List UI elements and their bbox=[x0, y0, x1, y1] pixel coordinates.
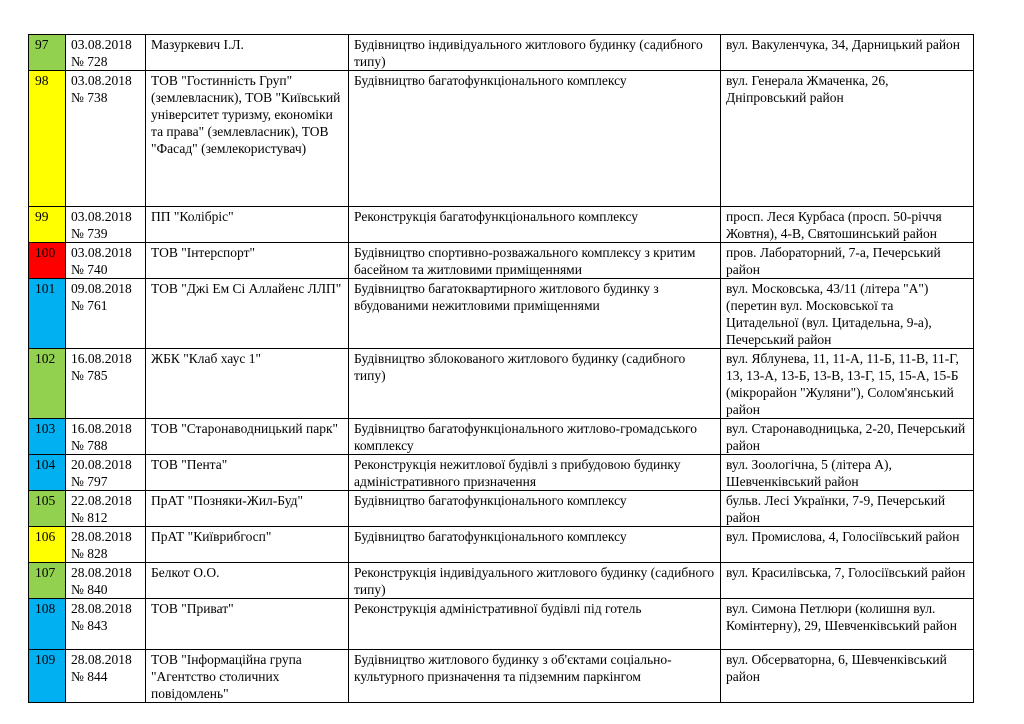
row-object-cell bbox=[349, 491, 721, 527]
row-address: вул. Промислова, 4, Голосіївський район bbox=[726, 529, 960, 544]
row-number: 105 bbox=[35, 493, 56, 508]
row-date-date: 20.08.2018 bbox=[71, 457, 132, 472]
row-address: вул. Яблунева, 11, 11-А, 11-Б, 11-В, 11-Г, 13, 13-А, 13-Б, 13-В, 13-Г, 15, 15-А, 15-Б (мікрорайон "Жуляни"), Солом'янський район bbox=[726, 351, 959, 417]
row-date-date: 09.08.2018 bbox=[71, 281, 132, 296]
row-object-cell bbox=[349, 243, 721, 279]
row-client-cell bbox=[146, 563, 349, 599]
row-object-cell bbox=[349, 207, 721, 243]
row-client-cell bbox=[146, 527, 349, 563]
row-number-cell bbox=[29, 419, 66, 455]
row-date-cell bbox=[66, 207, 146, 243]
row-object-cell bbox=[349, 35, 721, 71]
row-date-reg: № 843 bbox=[71, 618, 108, 633]
row-object: Будівництво спортивно-розважального комплексу з критим басейном та житловими приміщеннями bbox=[354, 245, 696, 277]
row-object-cell bbox=[349, 599, 721, 650]
row-number-cell bbox=[29, 279, 66, 349]
row-client-cell bbox=[146, 243, 349, 279]
row-number-cell bbox=[29, 527, 66, 563]
table-row bbox=[29, 419, 974, 455]
row-date-cell bbox=[66, 243, 146, 279]
row-object: Будівництво багатофункціонального комплексу bbox=[354, 493, 627, 508]
row-date-reg: № 728 bbox=[71, 54, 108, 69]
row-client: ПрАТ "Київрибгосп" bbox=[151, 529, 272, 544]
row-object: Реконструкція багатофункціонального комплексу bbox=[354, 209, 639, 224]
table-row bbox=[29, 207, 974, 243]
row-number-cell bbox=[29, 650, 66, 703]
table-row bbox=[29, 243, 974, 279]
row-address: вул. Зоологічна, 5 (літера А), Шевченківський район bbox=[726, 457, 892, 489]
row-date-cell bbox=[66, 455, 146, 491]
row-date-date: 03.08.2018 bbox=[71, 245, 132, 260]
table-row bbox=[29, 563, 974, 599]
row-date-reg: № 844 bbox=[71, 669, 108, 684]
row-client-cell bbox=[146, 599, 349, 650]
row-number: 109 bbox=[35, 652, 56, 667]
row-client: Мазуркевич І.Л. bbox=[151, 37, 244, 52]
row-number-cell bbox=[29, 35, 66, 71]
row-number-cell bbox=[29, 349, 66, 419]
row-date-reg: № 797 bbox=[71, 474, 108, 489]
row-address-cell bbox=[721, 71, 974, 207]
row-number: 101 bbox=[35, 281, 56, 296]
row-address-cell bbox=[721, 527, 974, 563]
row-object: Реконструкція адміністративної будівлі під готель bbox=[354, 601, 642, 616]
row-object-cell bbox=[349, 71, 721, 207]
row-object: Будівництво зблокованого житлового будинку (садибного типу) bbox=[354, 351, 686, 383]
row-address: вул. Старонаводницька, 2-20, Печерський район bbox=[726, 421, 966, 453]
row-object: Будівництво багатофункціонального житлово-громадського комплексу bbox=[354, 421, 697, 453]
row-date-reg: № 788 bbox=[71, 438, 108, 453]
row-date-date: 03.08.2018 bbox=[71, 37, 132, 52]
row-client-cell bbox=[146, 491, 349, 527]
row-date-cell bbox=[66, 491, 146, 527]
row-date-reg: № 840 bbox=[71, 582, 108, 597]
row-client-cell bbox=[146, 455, 349, 491]
row-address-cell bbox=[721, 35, 974, 71]
row-date-cell bbox=[66, 527, 146, 563]
table-row bbox=[29, 527, 974, 563]
row-date-date: 16.08.2018 bbox=[71, 421, 132, 436]
row-client: ПП "Колібріс" bbox=[151, 209, 234, 224]
row-object: Будівництво багатофункціонального комплексу bbox=[354, 73, 627, 88]
row-address-cell bbox=[721, 419, 974, 455]
row-object-cell bbox=[349, 455, 721, 491]
row-date-reg: № 812 bbox=[71, 510, 108, 525]
row-client-cell bbox=[146, 71, 349, 207]
row-date-date: 28.08.2018 bbox=[71, 601, 132, 616]
table-row bbox=[29, 349, 974, 419]
table-row bbox=[29, 71, 974, 207]
row-address-cell bbox=[721, 243, 974, 279]
row-date-cell bbox=[66, 349, 146, 419]
row-date-date: 28.08.2018 bbox=[71, 529, 132, 544]
row-object-cell bbox=[349, 650, 721, 703]
row-number: 104 bbox=[35, 457, 56, 472]
row-date-reg: № 761 bbox=[71, 298, 108, 313]
row-client-cell bbox=[146, 650, 349, 703]
row-object: Будівництво індивідуального житлового будинку (садибного типу) bbox=[354, 37, 703, 69]
row-date-date: 03.08.2018 bbox=[71, 209, 132, 224]
row-client: ТОВ "Інтерспорт" bbox=[151, 245, 256, 260]
row-client: Белкот О.О. bbox=[151, 565, 220, 580]
row-date-reg: № 738 bbox=[71, 90, 108, 105]
table-row bbox=[29, 491, 974, 527]
row-object-cell bbox=[349, 279, 721, 349]
row-date-date: 22.08.2018 bbox=[71, 493, 132, 508]
row-date-cell bbox=[66, 71, 146, 207]
row-address: вул. Красилівська, 7, Голосіївський район bbox=[726, 565, 966, 580]
table-row bbox=[29, 279, 974, 349]
row-object: Реконструкція індивідуального житлового будинку (садибного типу) bbox=[354, 565, 715, 597]
row-address-cell bbox=[721, 349, 974, 419]
row-date-reg: № 739 bbox=[71, 226, 108, 241]
row-address-cell bbox=[721, 491, 974, 527]
row-address: вул. Вакуленчука, 34, Дарницький район bbox=[726, 37, 961, 52]
row-object-cell bbox=[349, 419, 721, 455]
row-address: вул. Обсерваторна, 6, Шевченківський район bbox=[726, 652, 947, 684]
row-date-cell bbox=[66, 279, 146, 349]
row-client: ТОВ "Приват" bbox=[151, 601, 234, 616]
row-number-cell bbox=[29, 243, 66, 279]
row-client-cell bbox=[146, 349, 349, 419]
row-number-cell bbox=[29, 563, 66, 599]
row-object-cell bbox=[349, 527, 721, 563]
row-number: 97 bbox=[35, 37, 49, 52]
row-address: вул. Симона Петлюри (колишня вул. Комінтерну), 29, Шевченківський район bbox=[726, 601, 958, 633]
row-object: Будівництво житлового будинку з об'єктами соціально-культурного призначення та підземним паркінгом bbox=[354, 652, 672, 684]
row-client-cell bbox=[146, 35, 349, 71]
row-client: ПрАТ "Позняки-Жил-Буд" bbox=[151, 493, 303, 508]
row-date-cell bbox=[66, 563, 146, 599]
row-client-cell bbox=[146, 279, 349, 349]
row-date-date: 28.08.2018 bbox=[71, 565, 132, 580]
row-number: 100 bbox=[35, 245, 56, 260]
row-date-reg: № 828 bbox=[71, 546, 108, 561]
row-date-cell bbox=[66, 35, 146, 71]
row-number: 98 bbox=[35, 73, 49, 88]
row-object: Будівництво багатоквартирного житлового будинку з вбудованими нежитловими приміщеннями bbox=[354, 281, 659, 313]
row-number-cell bbox=[29, 207, 66, 243]
row-object: Реконструкція нежитлової будівлі з прибудовою будинку адміністративного призначення bbox=[354, 457, 681, 489]
row-client-cell bbox=[146, 419, 349, 455]
row-client: ТОВ "Інформаційна група "Агентство столичних повідомлень" bbox=[151, 652, 302, 701]
row-number-cell bbox=[29, 455, 66, 491]
row-address: бульв. Лесі Українки, 7-9, Печерський район bbox=[726, 493, 946, 525]
row-client-cell bbox=[146, 207, 349, 243]
row-number: 103 bbox=[35, 421, 56, 436]
row-number-cell bbox=[29, 491, 66, 527]
row-address: вул. Московська, 43/11 (літера "А") (перетин вул. Московської та Цитадельної (вул. Цитадельна, 9-а), Печерський район bbox=[726, 281, 932, 347]
row-object-cell bbox=[349, 563, 721, 599]
row-object: Будівництво багатофункціонального комплексу bbox=[354, 529, 627, 544]
row-address: вул. Генерала Жмаченка, 26, Дніпровський район bbox=[726, 73, 889, 105]
row-number-cell bbox=[29, 599, 66, 650]
row-object-cell bbox=[349, 349, 721, 419]
row-client: ТОВ "Пента" bbox=[151, 457, 228, 472]
permits-table-body bbox=[29, 35, 974, 703]
row-date-date: 03.08.2018 bbox=[71, 73, 132, 88]
row-number: 108 bbox=[35, 601, 56, 616]
row-client: ТОВ "Старонаводницький парк" bbox=[151, 421, 339, 436]
row-address-cell bbox=[721, 279, 974, 349]
table-row bbox=[29, 650, 974, 703]
row-number: 99 bbox=[35, 209, 49, 224]
row-client: ТОВ "Джі Ем Сі Аллайенс ЛЛП" bbox=[151, 281, 342, 296]
row-number-cell bbox=[29, 71, 66, 207]
row-address: пров. Лабораторний, 7-а, Печерський район bbox=[726, 245, 941, 277]
row-address-cell bbox=[721, 455, 974, 491]
row-address-cell bbox=[721, 563, 974, 599]
row-date-cell bbox=[66, 419, 146, 455]
row-client: ЖБК "Клаб хаус 1" bbox=[151, 351, 261, 366]
row-date-reg: № 740 bbox=[71, 262, 108, 277]
row-number: 106 bbox=[35, 529, 56, 544]
table-row bbox=[29, 599, 974, 650]
row-address-cell bbox=[721, 207, 974, 243]
row-date-reg: № 785 bbox=[71, 368, 108, 383]
row-address-cell bbox=[721, 650, 974, 703]
row-date-date: 16.08.2018 bbox=[71, 351, 132, 366]
row-client: ТОВ "Гостинність Груп" (землевласник), ТОВ "Київський університет туризму, економіки та права" (землевласник), ТОВ "Фасад" (землекористувач) bbox=[151, 73, 341, 156]
row-address-cell bbox=[721, 599, 974, 650]
row-date-cell bbox=[66, 599, 146, 650]
row-number: 107 bbox=[35, 565, 56, 580]
row-number: 102 bbox=[35, 351, 56, 366]
row-date-date: 28.08.2018 bbox=[71, 652, 132, 667]
table-row bbox=[29, 35, 974, 71]
table-row bbox=[29, 455, 974, 491]
permits-table bbox=[28, 34, 974, 703]
row-date-cell bbox=[66, 650, 146, 703]
row-address: просп. Леся Курбаса (просп. 50-річчя Жовтня), 4-В, Святошинський район bbox=[726, 209, 942, 241]
